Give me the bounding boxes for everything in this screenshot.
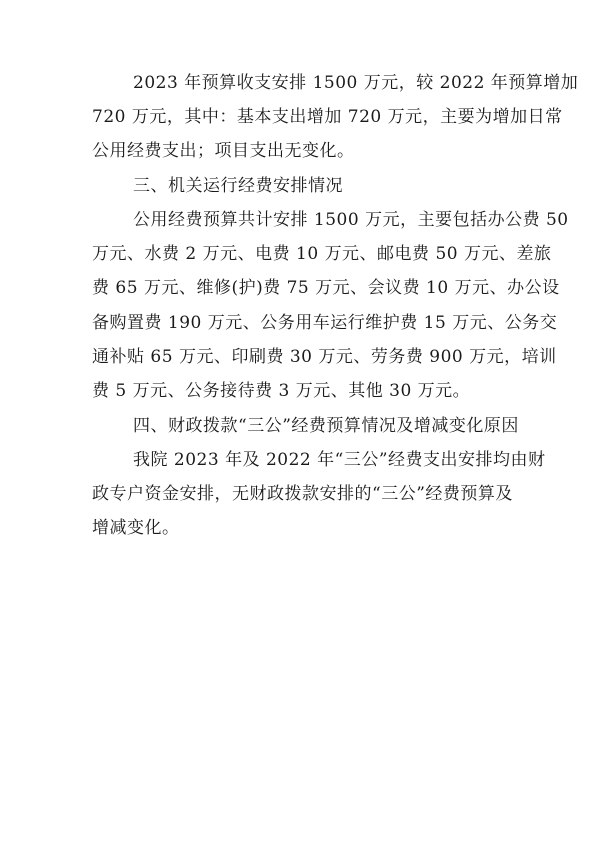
paragraph-line: 费 65 万元、维修(护)费 75 万元、会议费 10 万元、办公设 [92,278,560,298]
paragraph-line: 增减变化。 [92,518,180,538]
paragraph-line: 政专户资金安排，无财政拨款安排的“三公”经费预算及 [92,484,513,504]
paragraph-line: 备购置费 190 万元、公务用车运行维护费 15 万元、公务交 [92,313,558,333]
paragraph-line: 公用经费支出；项目支出无变化。 [92,141,355,161]
section-heading: 四、财政拨款“三公”经费预算情况及增减变化原因 [133,416,519,436]
paragraph-line: 公用经费预算共计安排 1500 万元，主要包括办公费 50 [133,210,569,230]
paragraph-line: 万元、水费 2 万元、电费 10 万元、邮电费 50 万元、差旅 [92,244,552,264]
paragraph-line: 720 万元，其中：基本支出增加 720 万元，主要为增加日常 [92,107,563,127]
paragraph-line: 我院 2023 年及 2022 年“三公”经费支出安排均由财 [133,450,546,470]
paragraph-line: 费 5 万元、公务接待费 3 万元、其他 30 万元。 [92,381,471,401]
paragraph-line: 2023 年预算收支安排 1500 万元，较 2022 年预算增加 [133,73,579,93]
section-heading: 三、机关运行经费安排情况 [133,176,343,196]
paragraph-line: 通补贴 65 万元、印刷费 30 万元、劳务费 900 万元，培训 [92,347,557,367]
